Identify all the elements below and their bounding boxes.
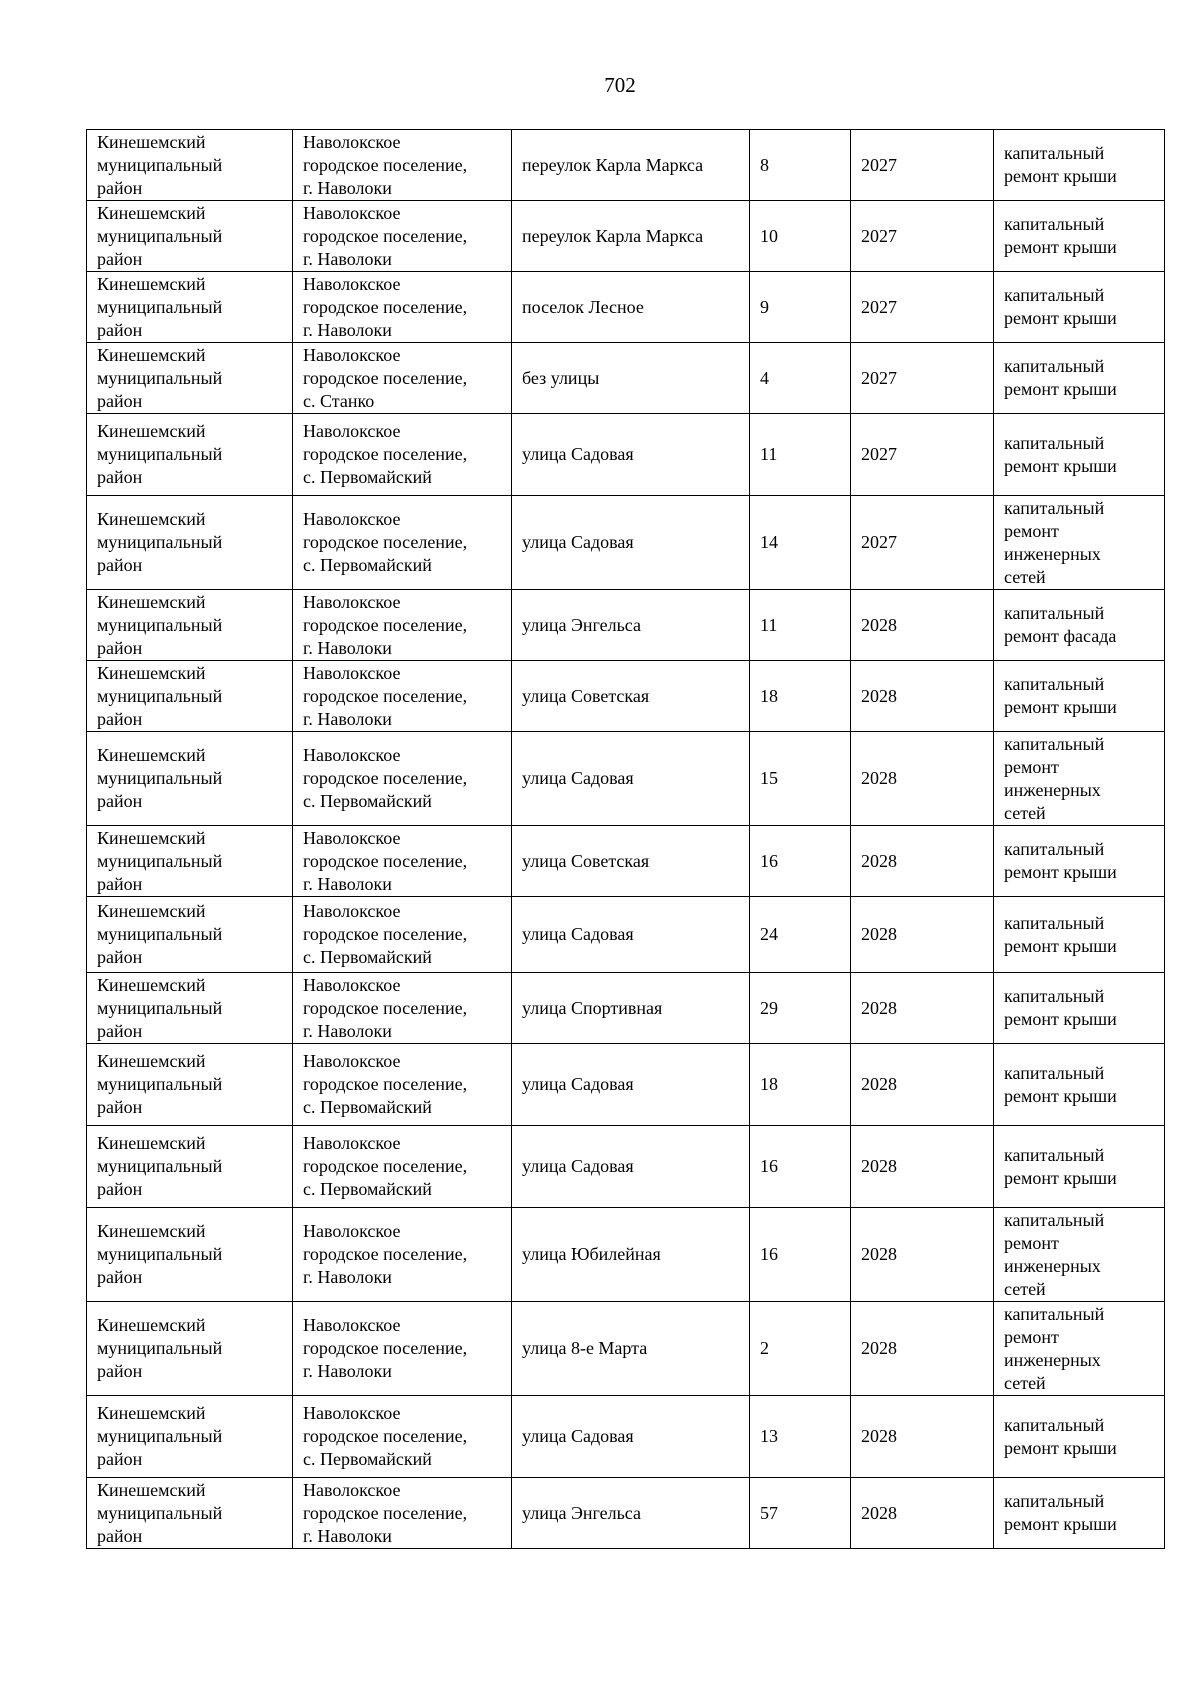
year-cell: 2028 — [851, 826, 994, 897]
work-type-cell — [994, 1302, 1165, 1396]
settlement-cell — [293, 1478, 512, 1549]
work-type-line: сетей — [1004, 1278, 1046, 1299]
street-cell: улица Юбилейная — [512, 1208, 750, 1302]
settlement-line: Наволокское — [303, 1051, 401, 1071]
work-type-line: капитальный — [1004, 1209, 1105, 1230]
district-line: Кинешемский — [97, 421, 206, 441]
work-type-line: ремонт крыши — [1004, 1085, 1117, 1106]
table-body — [87, 130, 1165, 1549]
work-type-line: ремонт — [1004, 756, 1059, 777]
district-line: муниципальный — [97, 1156, 223, 1176]
work-type-line: капитальный — [1004, 1303, 1105, 1324]
district-cell — [87, 826, 293, 897]
work-type-line: капитальный — [1004, 912, 1105, 933]
work-type-line: капитальный — [1004, 285, 1105, 305]
district-cell — [87, 130, 293, 201]
settlement-line: г. Наволоки — [303, 248, 392, 269]
district-line: муниципальный — [97, 154, 223, 175]
district-line: район — [97, 1361, 143, 1381]
settlement-line: с. Первомайский — [303, 791, 432, 811]
work-type-line: ремонт крыши — [1004, 1167, 1117, 1188]
work-type-line: капитальный — [1004, 986, 1105, 1006]
settlement-line: городское поселение, — [303, 1156, 468, 1176]
table-row — [87, 1044, 1165, 1126]
work-type-cell — [994, 826, 1165, 897]
district-cell — [87, 897, 293, 973]
house-number-cell: 2 — [750, 1302, 851, 1396]
district-line: район — [97, 248, 143, 269]
district-line: Кинешемский — [97, 974, 206, 995]
house-number-cell: 13 — [750, 1396, 851, 1478]
house-number-cell: 9 — [750, 272, 851, 343]
work-type-line: капитальный — [1004, 674, 1105, 694]
district-cell — [87, 1044, 293, 1126]
street-cell: улица Советская — [512, 661, 750, 732]
settlement-line: городское поселение, — [303, 1074, 468, 1094]
settlement-line: с. Станко — [303, 390, 375, 411]
year-cell: 2028 — [851, 1396, 994, 1478]
district-cell — [87, 661, 293, 732]
work-type-cell — [994, 343, 1165, 414]
work-type-line: капитальный — [1004, 603, 1105, 623]
work-type-line: инженерных — [1004, 543, 1101, 564]
table-row — [87, 1126, 1165, 1208]
settlement-line: г. Наволоки — [303, 1020, 392, 1041]
year-cell: 2028 — [851, 1208, 994, 1302]
settlement-line: Наволокское — [303, 202, 401, 223]
district-line: район — [97, 791, 143, 811]
district-line: Кинешемский — [97, 273, 206, 294]
settlement-line: городское поселение, — [303, 444, 468, 464]
settlement-line: городское поселение, — [303, 1338, 468, 1358]
settlement-cell — [293, 1208, 512, 1302]
work-type-line: ремонт крыши — [1004, 455, 1117, 476]
settlement-line: городское поселение, — [303, 850, 468, 871]
district-line: муниципальный — [97, 614, 223, 635]
district-line: муниципальный — [97, 1244, 223, 1264]
district-line: муниципальный — [97, 532, 223, 552]
district-line: муниципальный — [97, 444, 223, 464]
work-type-line: капитальный — [1004, 214, 1105, 234]
settlement-line: городское поселение, — [303, 1502, 468, 1523]
district-line: район — [97, 1267, 143, 1287]
settlement-line: Наволокское — [303, 509, 401, 529]
settlement-cell — [293, 496, 512, 590]
year-cell: 2028 — [851, 661, 994, 732]
work-type-cell — [994, 973, 1165, 1044]
district-line: Кинешемский — [97, 1221, 206, 1241]
district-line: Кинешемский — [97, 131, 206, 152]
work-type-cell — [994, 732, 1165, 826]
settlement-line: городское поселение, — [303, 685, 468, 706]
year-cell: 2027 — [851, 343, 994, 414]
work-type-cell — [994, 1126, 1165, 1208]
settlement-line: Наволокское — [303, 662, 401, 683]
settlement-line: г. Наволоки — [303, 177, 392, 198]
settlement-line: с. Первомайский — [303, 555, 432, 575]
district-line: район — [97, 637, 143, 658]
settlement-line: с. Первомайский — [303, 1179, 432, 1199]
district-cell — [87, 1126, 293, 1208]
settlement-cell — [293, 897, 512, 973]
work-type-line: ремонт крыши — [1004, 166, 1117, 186]
district-line: муниципальный — [97, 1074, 223, 1094]
house-number-cell: 14 — [750, 496, 851, 590]
street-cell: улица Энгельса — [512, 1478, 750, 1549]
settlement-cell — [293, 661, 512, 732]
work-type-line: ремонт — [1004, 520, 1059, 541]
street-cell: улица Садовая — [512, 1126, 750, 1208]
settlement-line: Наволокское — [303, 745, 401, 765]
district-line: муниципальный — [97, 924, 223, 944]
district-line: муниципальный — [97, 685, 223, 706]
table-row — [87, 661, 1165, 732]
table-row — [87, 732, 1165, 826]
street-cell: улица Садовая — [512, 732, 750, 826]
settlement-cell — [293, 826, 512, 897]
work-type-line: ремонт крыши — [1004, 935, 1117, 956]
district-line: район — [97, 873, 143, 894]
table-row — [87, 973, 1165, 1044]
settlement-cell — [293, 130, 512, 201]
district-line: Кинешемский — [97, 202, 206, 223]
year-cell: 2028 — [851, 732, 994, 826]
district-cell — [87, 496, 293, 590]
year-cell: 2028 — [851, 1044, 994, 1126]
table-row — [87, 1208, 1165, 1302]
district-cell — [87, 732, 293, 826]
work-type-line: ремонт — [1004, 1232, 1059, 1253]
year-cell: 2028 — [851, 590, 994, 661]
work-type-line: ремонт фасада — [1004, 626, 1117, 646]
district-cell — [87, 272, 293, 343]
settlement-line: Наволокское — [303, 421, 401, 441]
district-cell — [87, 1396, 293, 1478]
settlement-line: Наволокское — [303, 591, 401, 612]
street-cell: улица Советская — [512, 826, 750, 897]
settlement-line: городское поселение, — [303, 924, 468, 944]
house-number-cell: 18 — [750, 1044, 851, 1126]
settlement-line: Наволокское — [303, 1133, 401, 1153]
district-line: муниципальный — [97, 850, 223, 871]
settlement-line: г. Наволоки — [303, 1525, 392, 1546]
district-line: район — [97, 947, 143, 967]
street-cell: улица Садовая — [512, 897, 750, 973]
settlement-line: Наволокское — [303, 131, 401, 152]
settlement-cell — [293, 201, 512, 272]
table-row — [87, 1478, 1165, 1549]
settlement-cell — [293, 590, 512, 661]
district-line: район — [97, 1097, 143, 1117]
district-line: Кинешемский — [97, 591, 206, 612]
work-type-cell — [994, 1478, 1165, 1549]
settlement-line: с. Первомайский — [303, 947, 432, 967]
table-row — [87, 130, 1165, 201]
district-cell — [87, 343, 293, 414]
settlement-cell — [293, 414, 512, 496]
street-cell: переулок Карла Маркса — [512, 201, 750, 272]
street-cell: без улицы — [512, 343, 750, 414]
work-type-line: сетей — [1004, 1372, 1046, 1393]
work-type-line: капитальный — [1004, 143, 1105, 163]
house-number-cell: 18 — [750, 661, 851, 732]
work-type-cell — [994, 661, 1165, 732]
table-row — [87, 414, 1165, 496]
table-row — [87, 272, 1165, 343]
street-cell: улица Садовая — [512, 496, 750, 590]
year-cell: 2028 — [851, 1126, 994, 1208]
year-cell: 2027 — [851, 130, 994, 201]
district-line: район — [97, 555, 143, 575]
year-cell: 2027 — [851, 414, 994, 496]
work-type-cell — [994, 897, 1165, 973]
work-type-cell — [994, 1044, 1165, 1126]
settlement-line: городское поселение, — [303, 296, 468, 317]
district-line: район — [97, 708, 143, 729]
district-line: муниципальный — [97, 997, 223, 1018]
work-type-cell — [994, 590, 1165, 661]
work-type-line: инженерных — [1004, 779, 1101, 800]
street-cell: улица Садовая — [512, 1044, 750, 1126]
repair-schedule-table — [86, 129, 1165, 1549]
house-number-cell: 16 — [750, 1208, 851, 1302]
district-line: муниципальный — [97, 296, 223, 317]
settlement-line: городское поселение, — [303, 768, 468, 788]
house-number-cell: 8 — [750, 130, 851, 201]
house-number-cell: 11 — [750, 414, 851, 496]
settlement-line: городское поселение, — [303, 997, 468, 1018]
district-line: район — [97, 1525, 143, 1546]
work-type-line: капитальный — [1004, 733, 1105, 754]
district-cell — [87, 1478, 293, 1549]
street-cell: улица Энгельса — [512, 590, 750, 661]
year-cell: 2028 — [851, 973, 994, 1044]
settlement-cell — [293, 1044, 512, 1126]
work-type-cell — [994, 272, 1165, 343]
settlement-cell — [293, 1302, 512, 1396]
year-cell: 2027 — [851, 272, 994, 343]
work-type-line: сетей — [1004, 566, 1046, 587]
table-row — [87, 496, 1165, 590]
district-line: Кинешемский — [97, 1315, 206, 1335]
work-type-cell — [994, 1396, 1165, 1478]
work-type-line: ремонт крыши — [1004, 308, 1117, 328]
street-cell: улица 8-е Марта — [512, 1302, 750, 1396]
settlement-line: г. Наволоки — [303, 1361, 392, 1381]
district-line: Кинешемский — [97, 901, 206, 921]
district-line: муниципальный — [97, 768, 223, 788]
work-type-cell — [994, 414, 1165, 496]
district-line: район — [97, 1179, 143, 1199]
year-cell: 2028 — [851, 1478, 994, 1549]
district-line: район — [97, 177, 143, 198]
district-line: муниципальный — [97, 1426, 223, 1446]
year-cell: 2028 — [851, 897, 994, 973]
house-number-cell: 10 — [750, 201, 851, 272]
street-cell: поселок Лесное — [512, 272, 750, 343]
year-cell: 2027 — [851, 201, 994, 272]
settlement-line: городское поселение, — [303, 1244, 468, 1264]
district-line: Кинешемский — [97, 1133, 206, 1153]
settlement-cell — [293, 1396, 512, 1478]
settlement-line: г. Наволоки — [303, 1267, 392, 1287]
settlement-line: городское поселение, — [303, 614, 468, 635]
settlement-line: г. Наволоки — [303, 637, 392, 658]
district-line: муниципальный — [97, 1502, 223, 1523]
settlement-line: Наволокское — [303, 827, 401, 848]
settlement-line: г. Наволоки — [303, 319, 392, 340]
table-row — [87, 897, 1165, 973]
house-number-cell: 24 — [750, 897, 851, 973]
settlement-line: городское поселение, — [303, 154, 468, 175]
house-number-cell: 4 — [750, 343, 851, 414]
work-type-line: капитальный — [1004, 1491, 1105, 1511]
house-number-cell: 57 — [750, 1478, 851, 1549]
work-type-cell — [994, 130, 1165, 201]
district-cell — [87, 590, 293, 661]
settlement-cell — [293, 732, 512, 826]
work-type-cell — [994, 496, 1165, 590]
work-type-line: капитальный — [1004, 356, 1105, 376]
street-cell: переулок Карла Маркса — [512, 130, 750, 201]
settlement-line: Наволокское — [303, 1403, 401, 1423]
district-line: Кинешемский — [97, 1051, 206, 1071]
table-row — [87, 1396, 1165, 1478]
settlement-line: Наволокское — [303, 344, 401, 365]
house-number-cell: 15 — [750, 732, 851, 826]
district-line: Кинешемский — [97, 1403, 206, 1423]
work-type-line: инженерных — [1004, 1255, 1101, 1276]
house-number-cell: 11 — [750, 590, 851, 661]
street-cell: улица Садовая — [512, 1396, 750, 1478]
work-type-line: ремонт — [1004, 1326, 1059, 1347]
work-type-line: капитальный — [1004, 1062, 1105, 1083]
settlement-line: г. Наволоки — [303, 873, 392, 894]
district-line: муниципальный — [97, 367, 223, 388]
work-type-line: капитальный — [1004, 1414, 1105, 1435]
district-line: Кинешемский — [97, 1479, 206, 1500]
district-line: район — [97, 467, 143, 487]
district-line: муниципальный — [97, 1338, 223, 1358]
settlement-line: Наволокское — [303, 1221, 401, 1241]
settlement-line: городское поселение, — [303, 532, 468, 552]
year-cell: 2028 — [851, 1302, 994, 1396]
settlement-line: городское поселение, — [303, 225, 468, 246]
settlement-cell — [293, 973, 512, 1044]
work-type-line: ремонт крыши — [1004, 1437, 1117, 1458]
work-type-line: ремонт крыши — [1004, 697, 1117, 717]
district-line: район — [97, 390, 143, 411]
settlement-line: Наволокское — [303, 273, 401, 294]
house-number-cell: 29 — [750, 973, 851, 1044]
work-type-line: капитальный — [1004, 432, 1105, 453]
year-cell: 2027 — [851, 496, 994, 590]
settlement-cell — [293, 272, 512, 343]
settlement-line: с. Первомайский — [303, 467, 432, 487]
work-type-line: капитальный — [1004, 1144, 1105, 1165]
street-cell: улица Садовая — [512, 414, 750, 496]
settlement-line: городское поселение, — [303, 1426, 468, 1446]
district-cell — [87, 973, 293, 1044]
district-line: Кинешемский — [97, 745, 206, 765]
settlement-line: Наволокское — [303, 974, 401, 995]
table-row — [87, 1302, 1165, 1396]
district-cell — [87, 414, 293, 496]
settlement-line: с. Первомайский — [303, 1449, 432, 1469]
work-type-line: капитальный — [1004, 839, 1105, 859]
district-cell — [87, 201, 293, 272]
settlement-cell — [293, 1126, 512, 1208]
page-number: 702 — [604, 73, 636, 97]
table-row — [87, 201, 1165, 272]
work-type-line: ремонт крыши — [1004, 1009, 1117, 1029]
work-type-line: ремонт крыши — [1004, 1514, 1117, 1534]
district-line: муниципальный — [97, 225, 223, 246]
table-row — [87, 826, 1165, 897]
work-type-line: сетей — [1004, 802, 1046, 823]
work-type-cell — [994, 201, 1165, 272]
work-type-line: ремонт крыши — [1004, 237, 1117, 257]
settlement-line: Наволокское — [303, 1479, 401, 1500]
settlement-line: г. Наволоки — [303, 708, 392, 729]
work-type-cell — [994, 1208, 1165, 1302]
table-row — [87, 343, 1165, 414]
district-line: район — [97, 1449, 143, 1469]
settlement-line: Наволокское — [303, 901, 401, 921]
house-number-cell: 16 — [750, 1126, 851, 1208]
work-type-line: инженерных — [1004, 1349, 1101, 1370]
district-line: Кинешемский — [97, 509, 206, 529]
district-cell — [87, 1208, 293, 1302]
work-type-line: капитальный — [1004, 497, 1105, 518]
district-line: Кинешемский — [97, 344, 206, 365]
settlement-line: с. Первомайский — [303, 1097, 432, 1117]
table-row — [87, 590, 1165, 661]
district-cell — [87, 1302, 293, 1396]
district-line: район — [97, 1020, 143, 1041]
district-line: Кинешемский — [97, 827, 206, 848]
district-line: Кинешемский — [97, 662, 206, 683]
settlement-line: Наволокское — [303, 1315, 401, 1335]
work-type-line: ремонт крыши — [1004, 379, 1117, 399]
district-line: район — [97, 319, 143, 340]
settlement-cell — [293, 343, 512, 414]
street-cell: улица Спортивная — [512, 973, 750, 1044]
house-number-cell: 16 — [750, 826, 851, 897]
settlement-line: городское поселение, — [303, 367, 468, 388]
work-type-line: ремонт крыши — [1004, 862, 1117, 882]
